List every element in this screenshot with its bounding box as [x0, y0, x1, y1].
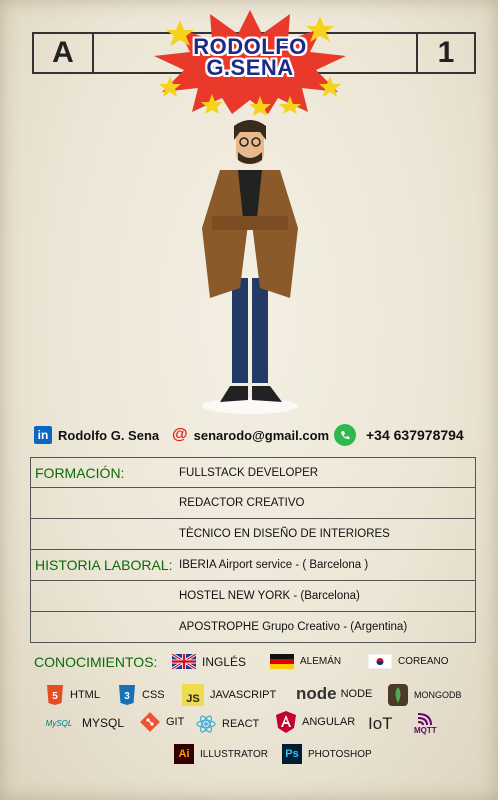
- skill-label: HTML: [70, 689, 100, 701]
- skill-label: GIT: [166, 716, 185, 728]
- formacion-item: TÈCNICO EN DISEÑO DE INTERIORES: [179, 528, 390, 540]
- rank-right: 1: [416, 32, 476, 74]
- linkedin-contact[interactable]: [34, 424, 159, 446]
- phone-contact[interactable]: [334, 424, 464, 446]
- table-row: [30, 457, 476, 488]
- historia-item: APOSTROPHE Grupo Creativo - (Argentina): [179, 621, 408, 633]
- linkedin-icon: in: [34, 426, 52, 444]
- language-label: INGLÉS: [202, 654, 247, 669]
- skill-label: IoT: [368, 714, 393, 733]
- historia-label: HISTORIA LABORAL:: [35, 557, 173, 573]
- angular-icon: [276, 711, 296, 733]
- skill-label: ANGULAR: [302, 716, 356, 728]
- character-illustration: [190, 118, 310, 418]
- svg-text:3: 3: [124, 691, 130, 702]
- email-contact[interactable]: [172, 424, 329, 446]
- skill-react: [196, 714, 259, 734]
- historia-item: HOSTEL NEW YORK - (Barcelona): [179, 590, 360, 602]
- formacion-label: FORMACIÓN:: [35, 464, 125, 481]
- javascript-icon: JS: [182, 684, 204, 706]
- mysql-icon: MySQL: [45, 718, 73, 728]
- linkedin-name: Rodolfo G. Sena: [58, 427, 160, 443]
- skill-photoshop: [282, 744, 372, 764]
- skill-mysql: [42, 716, 124, 730]
- title-first-name: RODOLFO: [193, 34, 307, 59]
- table-row: [30, 488, 476, 519]
- skill-label: NODE: [340, 688, 373, 700]
- germany-flag-icon: [270, 654, 294, 669]
- table-row: [30, 519, 476, 550]
- skill-mqtt: [414, 712, 437, 735]
- skill-label: ILLUSTRATOR: [200, 748, 268, 760]
- skill-angular: [276, 711, 355, 733]
- git-icon: [140, 712, 160, 732]
- skill-css: [118, 684, 165, 706]
- korea-flag-icon: [368, 654, 392, 669]
- table-row: [30, 612, 476, 643]
- skill-git: [140, 712, 184, 732]
- photoshop-icon: Ps: [282, 744, 302, 764]
- conocimientos-label: CONOCIMIENTOS:: [34, 654, 158, 670]
- email-icon: @: [172, 426, 188, 443]
- historia-item: IBERIA Airport service - ( Barcelona ): [179, 559, 369, 571]
- skill-javascript: [182, 684, 276, 706]
- skill-html: [46, 684, 100, 706]
- title-last-name: G.SENA: [206, 55, 294, 80]
- svg-text:5: 5: [52, 691, 58, 702]
- skill-label: MONGODB: [414, 690, 462, 700]
- css3-icon: [118, 684, 136, 706]
- formacion-item: REDACTOR CREATIVO: [179, 497, 305, 509]
- uk-flag-icon: [172, 654, 196, 669]
- mongodb-icon: [388, 684, 408, 706]
- skill-node: [296, 684, 372, 704]
- nodejs-icon: node: [296, 684, 337, 703]
- illustrator-icon: Ai: [174, 744, 194, 764]
- skill-label: REACT: [222, 718, 260, 730]
- skill-mongodb: [388, 684, 462, 706]
- language-english: [172, 654, 246, 669]
- card-title: [150, 36, 350, 78]
- skill-label: CSS: [142, 689, 165, 701]
- skill-illustrator: [174, 744, 268, 764]
- skill-iot: [368, 714, 393, 734]
- skill-label: MYSQL: [82, 716, 125, 730]
- skill-label: MQTT: [414, 726, 437, 735]
- info-table: [30, 457, 476, 643]
- mqtt-icon: [417, 712, 433, 726]
- skill-label: JAVASCRIPT: [210, 689, 277, 701]
- table-row: [30, 581, 476, 612]
- language-german: [270, 654, 341, 669]
- language-label: COREANO: [398, 656, 449, 667]
- whatsapp-icon: [334, 424, 356, 446]
- email-address: senarodo@gmail.com: [193, 427, 330, 443]
- table-row: [30, 550, 476, 581]
- rank-left: A: [32, 32, 94, 74]
- phone-number: +34 637978794: [366, 427, 464, 443]
- skill-label: PHOTOSHOP: [308, 748, 372, 760]
- formacion-item: FULLSTACK DEVELOPER: [179, 466, 319, 479]
- language-korean: [368, 654, 449, 669]
- language-label: ALEMÁN: [300, 656, 342, 667]
- html5-icon: [46, 684, 64, 706]
- react-icon: [196, 714, 216, 734]
